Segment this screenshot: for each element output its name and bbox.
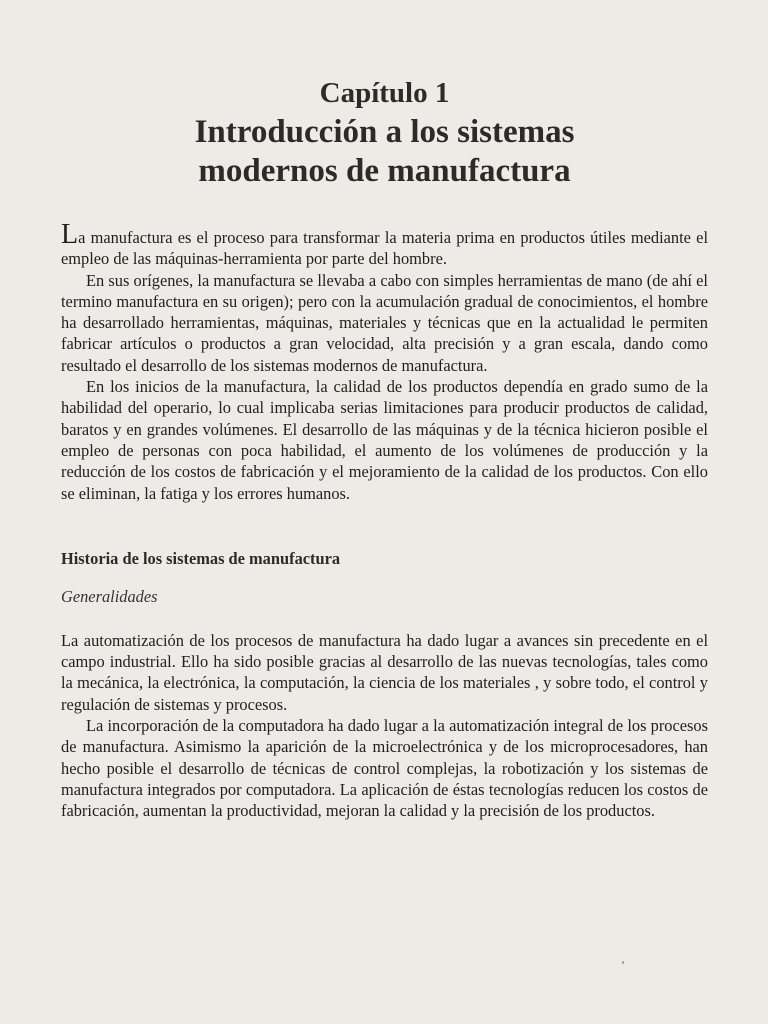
section-body <box>61 630 708 822</box>
drop-initial: L <box>61 219 79 250</box>
intro-paragraph-1-text: a manufactura es el proceso para transformar la materia prima en productos útiles mediante el empleo de las máquinas-herramienta por parte del hombre. <box>61 228 708 269</box>
section-heading: Historia de los sistemas de manufactura <box>61 548 341 568</box>
intro-body <box>61 219 708 504</box>
subsection-heading: Generalidades <box>61 586 158 606</box>
intro-paragraph-1 <box>61 219 708 270</box>
section-paragraph-1: La automatización de los procesos de manufactura ha dado lugar a avances sin precedente en el campo industrial. Ello ha sido posible gracias al desarrollo de las nuevas tecnologías, tales como la mecánica, la electrónica, la computación, la ciencia de los materiales , y sobre todo, el control y regulación de sistemas y procesos. <box>61 630 708 714</box>
chapter-title <box>61 113 708 191</box>
chapter-title-line-2: modernos de manufactura <box>198 153 571 189</box>
intro-paragraph-2: En sus orígenes, la manufactura se llevaba a cabo con simples herramientas de mano (de ahí el termino manufactura en su origen); pero con la acumulación gradual de conocimientos, el hombre ha desarrollado herramientas, máquinas, materiales y técnicas que en la actualidad le permiten fabricar artículos o productos a gran velocidad, alta precisión y a gran escala, dando como resultado el desarrollo de los sistemas modernos de manufactura. <box>61 270 708 375</box>
section-paragraph-2: La incorporación de la computadora ha dado lugar a la automatización integral de los procesos de manufactura. Asimismo la aparición de la microelectrónica y de los microprocesadores, han hecho posible el desarrollo de técnicas de control complejas, la robotización y los sistemas de manufactura integrados por computadora. La aplicación de éstas tecnologías reducen los costos de fabricación, aumentan la productividad, mejoran la calidad y la precisión de los productos. <box>61 716 708 821</box>
chapter-title-line-1: Introducción a los sistemas <box>194 114 575 150</box>
intro-paragraph-3: En los inicios de la manufactura, la calidad de los productos dependía en grado sumo de la habilidad del operario, lo cual implicaba serias limitaciones para producir productos de calidad, baratos y en grandes volúmenes. El desarrollo de las máquinas y de la técnica hicieron posible el empleo de personas con poca habilidad, el aumento de los volúmenes de producción y la reducción de los costos de fabricación y el mejoramiento de la calidad de los productos. Con ello se eliminan, la fatiga y los errores humanos. <box>61 377 708 503</box>
chapter-label: Capítulo 1 <box>319 77 450 109</box>
scan-speck <box>622 961 624 964</box>
